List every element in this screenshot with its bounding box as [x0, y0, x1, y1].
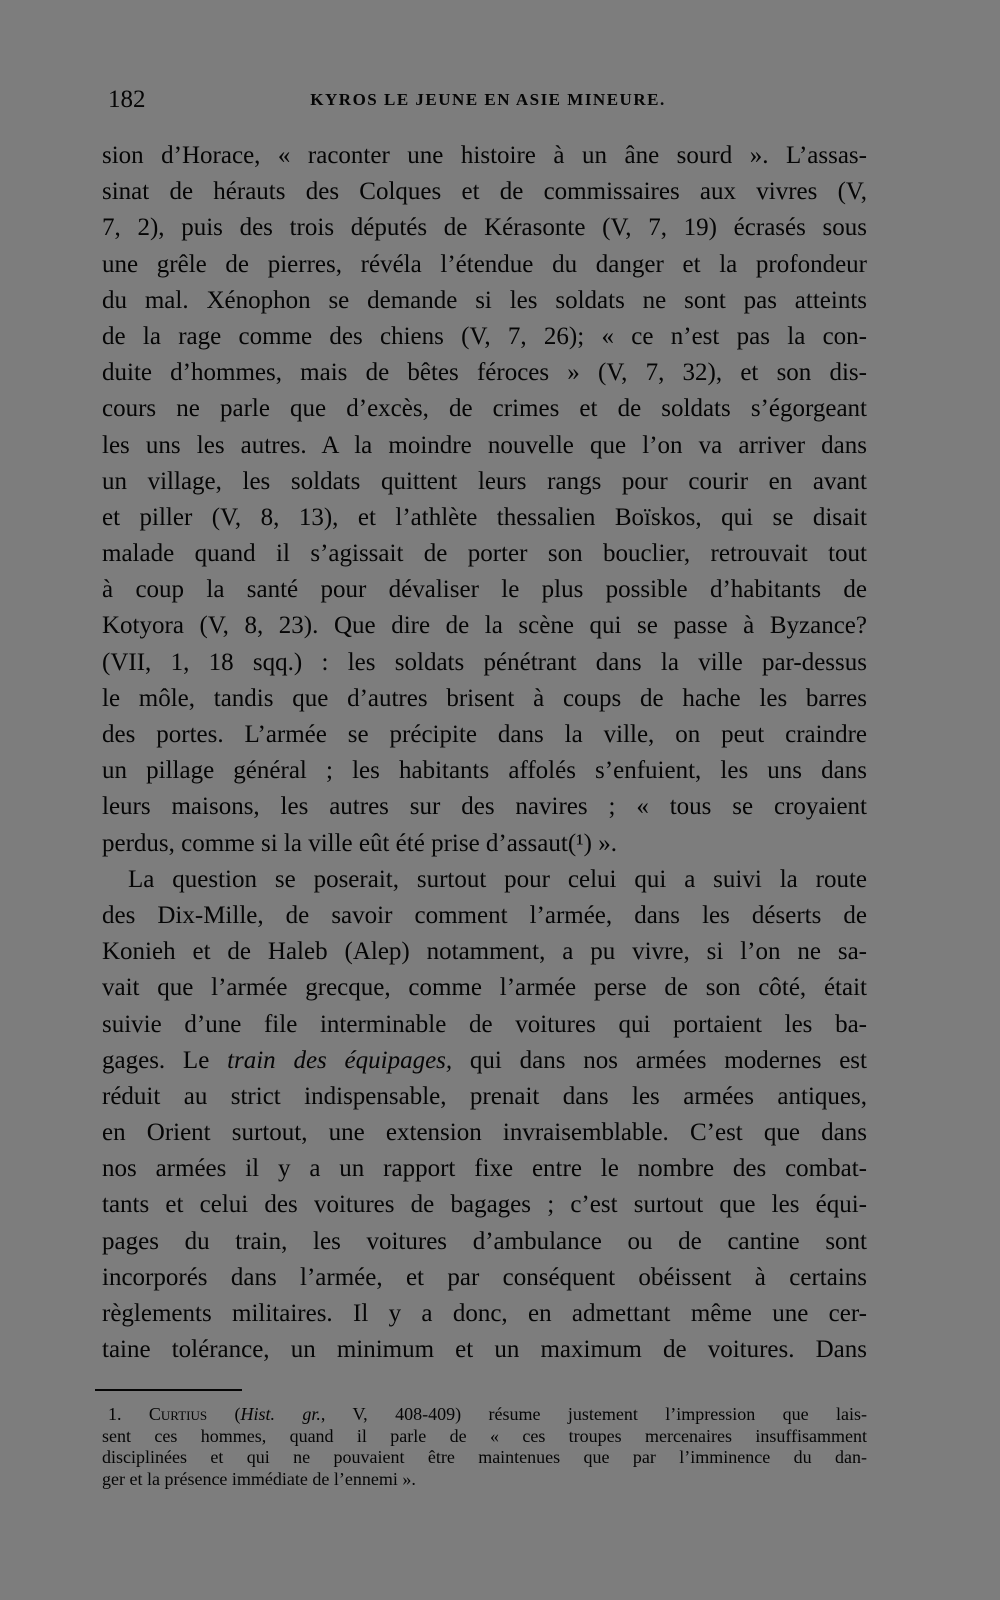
text-line: des portes. L’armée se précipite dans la ville, on peut craindre — [102, 721, 867, 748]
text-line: taine tolérance, un minimum et un maximum de voitures. Dans — [102, 1336, 867, 1364]
text-line: en Orient surtout, une extension invraisemblable. C’est que dans — [102, 1119, 867, 1147]
paragraph-first-line: La question se poserait, surtout pour celui qui a suivi la route — [128, 865, 867, 893]
footnote-line: ger et la présence immédiate de l’ennemi ». — [102, 1468, 416, 1489]
footnote-work-title: Hist. gr. — [240, 1404, 321, 1424]
text-line: incorporés dans l’armée, et par conséquent obéissent à certains — [102, 1263, 867, 1291]
text-line: (VII, 1, 18 sqq.) : les soldats pénétrant dans la ville par-dessus — [102, 648, 867, 676]
text-line: les uns les autres. A la moindre nouvelle que l’on va arriver dans — [102, 431, 867, 459]
footnote-line — [102, 1404, 867, 1426]
italic-term: train des équipages, — [227, 1046, 453, 1074]
footnote-line: disciplinées et qui ne pouvaient être maintenues que par l’imminence du dan- — [102, 1447, 867, 1467]
text-line: règlements militaires. Il y a donc, en admettant même une cer- — [102, 1300, 867, 1327]
text-line: pages du train, les voitures d’ambulance ou de cantine sont — [102, 1227, 867, 1255]
running-title: KYROS LE JEUNE EN ASIE MINEURE. — [310, 90, 666, 109]
text-line: duite d’hommes, mais de bêtes féroces » (V, 7, 32), et son dis- — [102, 359, 867, 387]
text-line: un pillage général ; les habitants affolés s’enfuient, les uns dans — [102, 757, 867, 785]
text-line: Kotyora (V, 8, 23). Que dire de la scène qui se passe à Byzance? — [102, 612, 867, 640]
text-line: sion d’Horace, « raconter une histoire à un âne sourd ». L’assas- — [102, 142, 867, 169]
text-line: le môle, tandis que d’autres brisent à coups de hache les barres — [102, 684, 867, 712]
footnote-ref-open: ( — [234, 1404, 241, 1424]
text-line — [102, 1043, 867, 1079]
footnote-author: Curtius — [148, 1404, 208, 1424]
footnote-divider — [95, 1389, 242, 1391]
footnote — [102, 1404, 867, 1490]
text-line: suivie d’une file interminable de voitures qui portaient les ba- — [102, 1010, 867, 1038]
text-line: leurs maisons, les autres sur des navires ; « tous se croyaient — [102, 793, 867, 821]
text-line: nos armées il y a un rapport fixe entre le nombre des combat- — [102, 1155, 867, 1183]
footnote-marker: 1. — [108, 1404, 122, 1424]
text-line: réduit au strict indispensable, prenait dans les armées antiques, — [102, 1082, 867, 1110]
paragraph-last-line: perdus, comme si la ville eût été prise d’assaut(¹) ». — [102, 829, 617, 857]
text-line: un village, les soldats quittent leurs rangs pour courir en avant — [102, 467, 867, 495]
text-line: cours ne parle que d’excès, de crimes et de soldats s’égorgeant — [102, 395, 867, 423]
text-line: tants et celui des voitures de bagages ; c’est surtout que les équi- — [102, 1191, 867, 1219]
text-line: malade quand il s’agissait de porter son bouclier, retrouvait tout — [102, 540, 867, 568]
text-segment: qui dans nos armées modernes est — [452, 1046, 867, 1074]
text-line: vait que l’armée grecque, comme l’armée perse de son côté, était — [102, 974, 867, 1002]
text-line: de la rage comme des chiens (V, 7, 26); « ce n’est pas la con- — [102, 322, 867, 350]
text-line: sinat de hérauts des Colques et de commissaires aux vivres (V, — [102, 178, 867, 206]
text-line: une grêle de pierres, révéla l’étendue du danger et la profondeur — [102, 250, 867, 278]
text-line: à coup la santé pour dévaliser le plus possible d’habitants de — [102, 576, 867, 604]
text-segment: gages. Le — [102, 1046, 228, 1074]
page-number: 182 — [108, 86, 146, 113]
text-line: et piller (V, 8, 13), et l’athlète thessalien Boïskos, qui se disait — [102, 503, 867, 531]
body-text — [102, 138, 867, 1368]
text-line: 7, 2), puis des trois députés de Kérasonte (V, 7, 19) écrasés sous — [102, 214, 867, 242]
text-line: du mal. Xénophon se demande si les soldats ne sont pas atteints — [102, 286, 867, 314]
page-header — [108, 86, 868, 118]
text-line: Konieh et de Haleb (Alep) notamment, a pu vivre, si l’on ne sa- — [102, 938, 867, 966]
footnote-line: sent ces hommes, quand il parle de « ces troupes mercenaires insuffisamment — [102, 1425, 867, 1446]
footnote-text: , V, 408-409) résume justement l’impression que lais- — [320, 1404, 868, 1424]
text-line: des Dix-Mille, de savoir comment l’armée, dans les déserts de — [102, 901, 867, 929]
